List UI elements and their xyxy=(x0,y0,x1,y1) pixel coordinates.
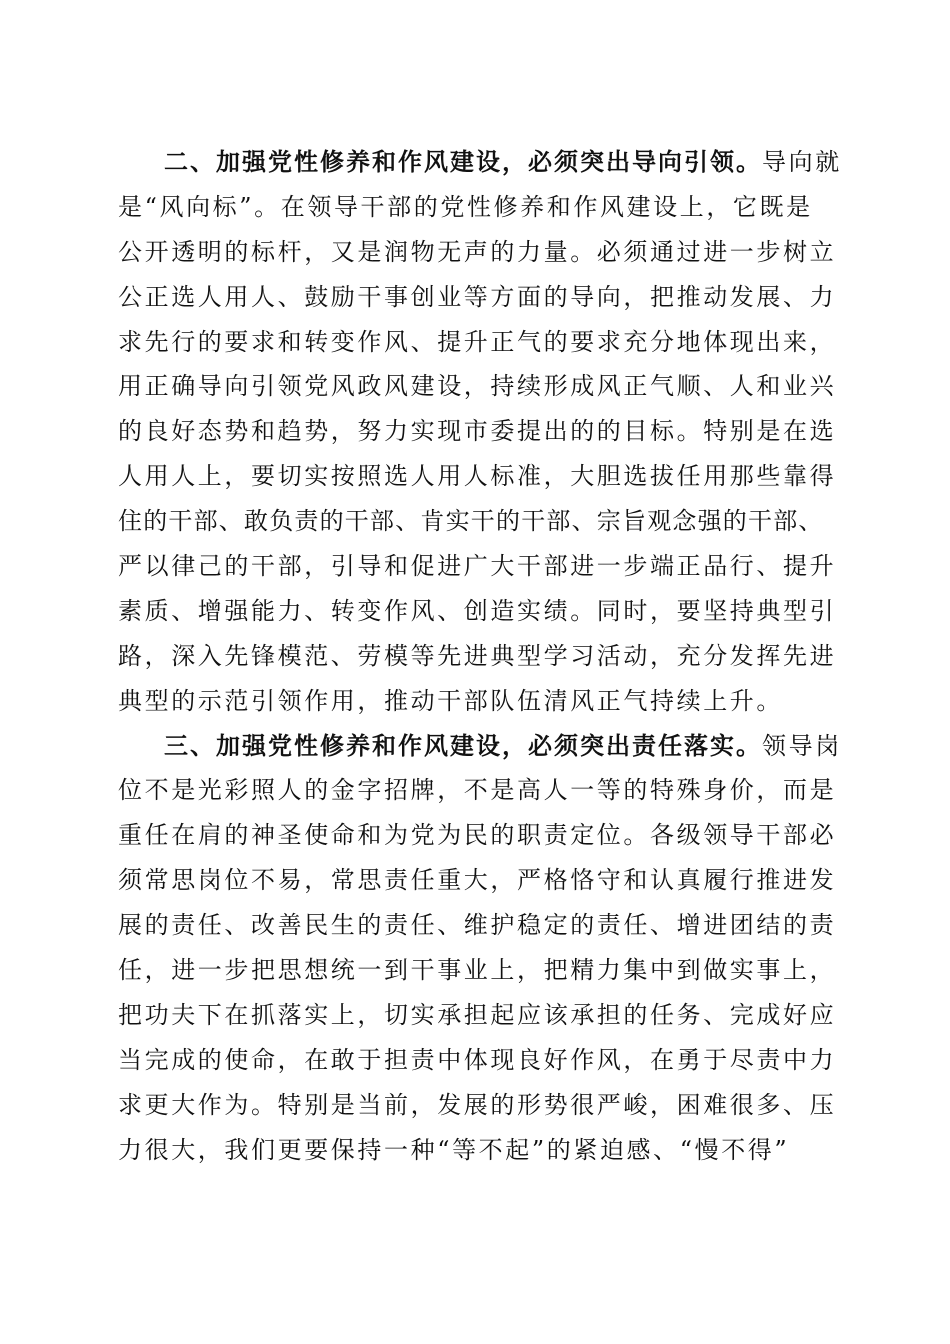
body-line: 住的干部、敢负责的干部、肯实干的干部、宗旨观念强的干部、 xyxy=(118,507,824,536)
body-line: 严以律己的干部，引导和促进广大干部进一步端正品行、提升 xyxy=(118,552,837,581)
body-line: 典型的示范引领作用，推动干部队伍清风正气持续上升。 xyxy=(118,686,783,715)
body-line: 用正确导向引领党风政风建设，持续形成风正气顺、人和业兴 xyxy=(118,372,837,401)
body-line: 人用人上，要切实按照选人用人标准，大胆选拔任用那些靠得 xyxy=(118,462,837,491)
body-line: 把功夫下在抓落实上，切实承担起应该承担的任务、完成好应 xyxy=(118,1000,837,1029)
body-line: 路，深入先锋模范、劳模等先进典型学习活动，充分发挥先进 xyxy=(118,641,837,670)
body-line: 是“风向标”。在领导干部的党性修养和作风建设上，它既是 xyxy=(118,192,813,221)
paragraph-heading-line xyxy=(118,140,842,185)
document-body xyxy=(118,140,842,1172)
body-line: 公正选人用人、鼓励干事创业等方面的导向，把推动发展、力 xyxy=(118,282,837,311)
body-line: 须常思岗位不易，常思责任重大，严格恪守和认真履行推进发 xyxy=(118,866,837,895)
body-line: 展的责任、改善民生的责任、维护稳定的责任、增进团结的责 xyxy=(118,911,837,940)
body-line: 素质、增强能力、转变作风、创造实绩。同时，要坚持典型引 xyxy=(118,596,837,625)
paragraph-heading-line xyxy=(118,724,842,769)
section-heading-three: 三、加强党性修养和作风建设，必须突出责任落实。 xyxy=(164,731,762,760)
body-line: 任，进一步把思想统一到干事业上，把精力集中到做实事上， xyxy=(118,956,837,985)
body-line: 公开透明的标杆，又是润物无声的力量。必须通过进一步树立 xyxy=(118,237,837,266)
body-line: 求先行的要求和转变作风、提升正气的要求充分地体现出来， xyxy=(118,327,837,356)
body-text: 领导岗 xyxy=(762,731,842,760)
body-line: 力很大，我们更要保持一种“等不起”的紧迫感、“慢不得” xyxy=(118,1135,790,1164)
body-line: 重任在肩的神圣使命和为党为民的职责定位。各级领导干部必 xyxy=(118,821,837,850)
body-line: 位不是光彩照人的金字招牌，不是高人一等的特殊身价，而是 xyxy=(118,776,837,805)
body-line: 当完成的使命，在敢于担责中体现良好作风，在勇于尽责中力 xyxy=(118,1045,837,1074)
body-line: 的良好态势和趋势，努力实现市委提出的的目标。特别是在选 xyxy=(118,417,837,446)
body-text: 导向就 xyxy=(762,148,842,176)
section-heading-two: 二、加强党性修养和作风建设，必须突出导向引领。 xyxy=(164,148,762,176)
body-line: 求更大作为。特别是当前，发展的形势很严峻，困难很多、压 xyxy=(118,1090,837,1119)
